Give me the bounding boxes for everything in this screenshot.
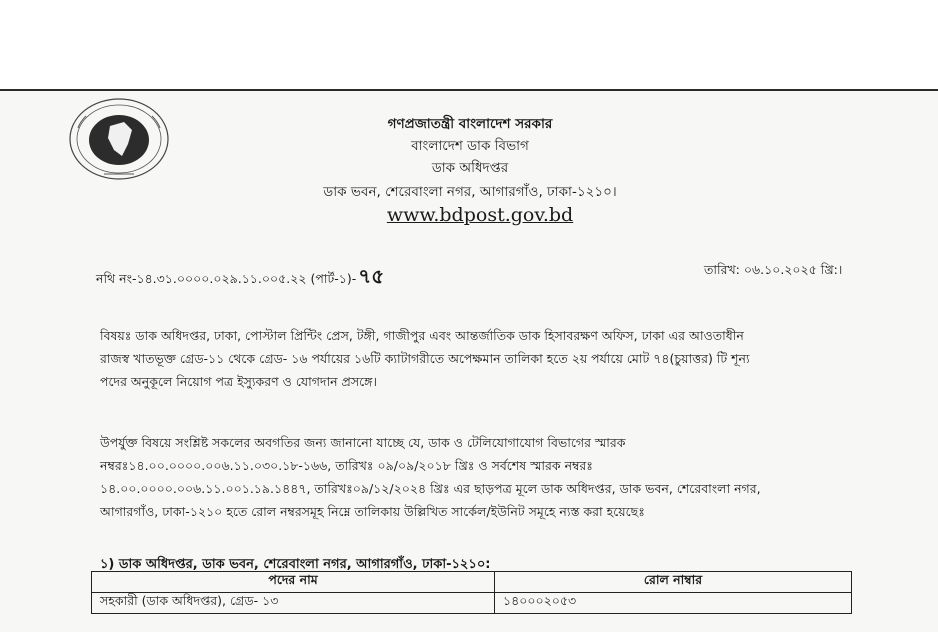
memo-number [96, 262, 384, 295]
website-link[interactable]: www.bdpost.gov.bd [386, 204, 574, 226]
subject-line: পদের অনুকূলে নিয়োগ পত্র ইস্যুকরণ ও যোগদান প্রসঙ্গে। [100, 374, 377, 389]
division-title: বাংলাদেশ ডাক বিভাগ [411, 138, 529, 154]
subject-paragraph [100, 324, 750, 393]
office-address: ডাক ভবন, শেরেবাংলা নগর, আগারগাঁও, ঢাকা-১২১০। [323, 184, 617, 200]
roll-number-cell: ১৪০০০২০৫৩ [495, 593, 852, 614]
table-row [92, 593, 852, 614]
body-line: আগারগাঁও, ঢাকা-১২১০ হতে রোল নম্বরসমূহ নিম্নে তালিকায় উল্লিখিত সার্কেল/ইউনিট সমূহে ন্যস্ত করা হয়েছেঃ [100, 504, 645, 519]
section-heading: ১) ডাক অধিদপ্তর, ডাক ভবন, শেরেবাংলা নগর, আগারগাঁও, ঢাকা-১২১০: [100, 557, 491, 572]
memo-handwritten-number: ৭৫ [358, 264, 385, 288]
body-line: উপর্যুক্ত বিষয়ে সংশ্লিষ্ট সকলের অবগতির জন্য জানানো যাচ্ছে যে, ডাক ও টেলিযোগাযোগ বিভাগের স্মারক [100, 435, 626, 450]
post-name-cell: সহকারী (ডাক অধিদপ্তর), গ্রেড- ১৩ [92, 593, 495, 614]
roll-number-table [91, 571, 852, 614]
body-line: নম্বরঃ১৪.০০.০০০০.০০৬.১১.০৩০.১৮-১৬৬, তারিখঃ ০৯/০৯/২০১৮ খ্রিঃ ও সর্বশেষ স্মারক নম্বরঃ [100, 458, 593, 473]
body-line: ১৪.০০.০০০০.০০৬.১১.০০১.১৯.১৪৪৭, তারিখঃ০৯/১২/২০২৪ খ্রিঃ এর ছাড়পত্র মূলে ডাক অধিদপ্তর, ডাক ভবন, শেরেবাংলা নগর, [100, 481, 761, 496]
department-title: ডাক অধিদপ্তর [431, 160, 509, 176]
subject-line: রাজস্ব খাতভূক্ত গ্রেড-১১ থেকে গ্রেড- ১৬ পর্যায়ের ১৬টি ক্যাটাগরীতে অপেক্ষমান তালিকা হতে ২য় পর্যায়ে মোট ৭৪(চুয়াত্তর) টি শূন্য [100, 351, 750, 366]
table-header-row [92, 572, 852, 593]
government-seal-icon [66, 96, 172, 182]
subject-line: বিষয়ঃ ডাক অধিদপ্তর, ঢাকা, পোস্টাল প্রিন্টিং প্রেস, টঙ্গী, গাজীপুর এবং আন্তর্জাতিক ডাক হিসাবরক্ষণ অফিস, ঢাকা এর আওতাধীন [100, 328, 744, 343]
column-header-roll-number: রোল নাম্বার [495, 572, 852, 593]
column-header-post-name: পদের নাম [92, 572, 495, 593]
government-title: গণপ্রজাতন্ত্রী বাংলাদেশ সরকার [387, 116, 553, 132]
memo-number-text: নথি নং-১৪.৩১.০০০০.০২৯.১১.০০৫.২২ (পার্ট-১)- [96, 271, 357, 286]
memo-date: তারিখ: ০৬.১০.২০২৫ খ্রি:। [704, 262, 843, 277]
body-paragraph [100, 431, 761, 523]
top-margin [0, 0, 938, 90]
